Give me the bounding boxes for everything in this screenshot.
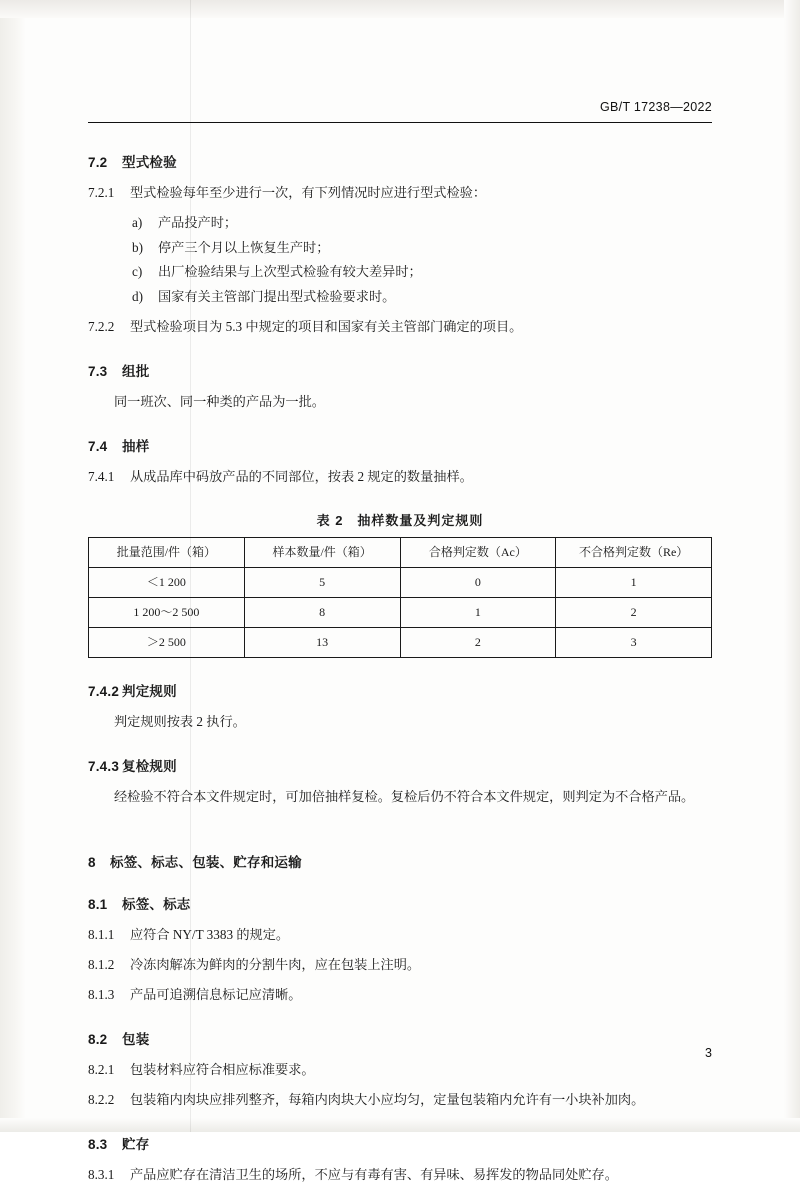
clause-title-7-4: 抽样 (122, 439, 150, 455)
paragraph-number-7-2-2: 7.2.2 (88, 319, 115, 335)
paragraph-text-7-2-1: 型式检验每年至少进行一次，有下列情况时应进行型式检验： (130, 185, 487, 200)
chapter-heading-8 (88, 851, 712, 871)
clause-title-8-2: 包装 (122, 1032, 150, 1048)
clause-heading-7-2 (88, 151, 712, 171)
table-cell: 2 (556, 597, 712, 627)
list-text: 产品投产时； (158, 215, 238, 231)
table-cell: 1 (556, 568, 712, 598)
table-row (89, 597, 712, 627)
paragraph-text-7-2-2: 型式检验项目为 5.3 中规定的项目和国家有关主管部门确定的项目。 (130, 319, 523, 335)
table-cell: ＜1 200 (89, 568, 245, 598)
clause-number-7-4: 7.4 (88, 439, 108, 455)
clause-heading-7-4 (88, 435, 712, 455)
clause-number-7-4-3: 7.4.3 (88, 758, 120, 774)
clause-number-7-2: 7.2 (88, 155, 108, 170)
page-edge-right (784, 0, 800, 1132)
page-edge-top (0, 0, 800, 18)
paragraph-text-8-1-3: 产品可追溯信息标记应清晰。 (130, 986, 302, 1002)
list-marker: b) (132, 239, 143, 255)
paragraph-7-2-2 (88, 315, 712, 338)
list-7-2-1 (88, 211, 712, 308)
clause-title-7-2: 型式检验 (122, 155, 177, 170)
table-cell: 13 (244, 627, 400, 657)
paragraph-number-8-1-3: 8.1.3 (88, 986, 115, 1002)
standard-code-header: GB/T 17238—2022 (600, 100, 712, 114)
clause-heading-7-3 (88, 360, 712, 380)
paragraph-8-2-1 (88, 1058, 712, 1081)
clause-number-8-1: 8.1 (88, 896, 108, 912)
clause-number-7-3: 7.3 (88, 364, 108, 380)
list-text: 国家有关主管部门提出型式检验要求时。 (158, 288, 396, 304)
table-row (89, 568, 712, 598)
sampling-table (88, 537, 712, 657)
paragraph-text-8-2-2: 包装箱内肉块应排列整齐，每箱内肉块大小应均匀，定量包装箱内允许有一小块补加肉。 (130, 1092, 645, 1108)
table-caption: 表 2 抽样数量及判定规则 (316, 513, 484, 529)
table-cell: 1 200～2 500 (89, 597, 245, 627)
chapter-number-8: 8 (88, 854, 96, 870)
list-marker: d) (132, 288, 143, 304)
table-header-cell: 合格判定数（Ac） (400, 538, 556, 568)
table-cell: 0 (400, 568, 556, 598)
page-edge-left (0, 0, 26, 1132)
paragraph-text-8-3-1: 产品应贮存在清洁卫生的场所，不应与有毒有害、有异味、易挥发的物品同处贮存。 (130, 1167, 618, 1183)
paragraph-text-8-2-1: 包装材料应符合相应标准要求。 (130, 1062, 315, 1078)
paragraph-8-3-1 (88, 1163, 712, 1186)
table-cell: 3 (556, 627, 712, 657)
paragraph-text-8-1-1: 应符合 NY/T 3383 的规定。 (130, 926, 290, 942)
page-content (88, 100, 712, 1193)
list-item (132, 236, 712, 260)
table-cell: 1 (400, 597, 556, 627)
clause-heading-7-4-3 (88, 755, 712, 775)
list-text: 出厂检验结果与上次型式检验有较大差异时； (158, 264, 422, 280)
list-item (132, 285, 712, 309)
clause-number-7-4-2: 7.4.2 (88, 683, 120, 699)
clause-heading-8-3 (88, 1133, 712, 1153)
table-header-cell: 样本数量/件（箱） (244, 538, 400, 568)
table-header-cell: 不合格判定数（Re） (556, 538, 712, 568)
clause-title-7-4-3: 复检规则 (122, 758, 177, 774)
list-item (132, 211, 712, 235)
paragraph-8-1-2 (88, 953, 712, 976)
clause-title-7-3: 组批 (122, 364, 150, 380)
paragraph-7-2-1 (88, 181, 712, 204)
header-rule (88, 122, 712, 123)
table-cell: 2 (400, 627, 556, 657)
paragraph-7-3-body: 同一班次、同一种类的产品为一批。 (114, 394, 325, 410)
paragraph-8-1-3 (88, 983, 712, 1006)
paragraph-number-8-1-1: 8.1.1 (88, 926, 115, 942)
paragraph-number-8-3-1: 8.3.1 (88, 1167, 115, 1183)
paragraph-number-8-2-2: 8.2.2 (88, 1092, 115, 1108)
paragraph-number-8-2-1: 8.2.1 (88, 1062, 115, 1078)
clause-heading-7-4-2 (88, 680, 712, 700)
paragraph-7-4-1 (88, 465, 712, 488)
list-text: 停产三个月以上恢复生产时； (158, 239, 330, 255)
table-header-cell: 批量范围/件（箱） (89, 538, 245, 568)
clause-title-7-4-2: 判定规则 (122, 683, 177, 699)
paragraph-number-8-1-2: 8.1.2 (88, 956, 115, 972)
table-row (89, 627, 712, 657)
paragraph-number-7-4-1: 7.4.1 (88, 469, 115, 485)
clause-title-8-1: 标签、标志 (122, 896, 191, 912)
paragraph-7-4-2-body: 判定规则按表 2 执行。 (114, 713, 246, 729)
table-cell: ＞2 500 (89, 627, 245, 657)
list-item (132, 260, 712, 284)
paragraph-7-4-3-body: 经检验不符合本文件规定时，可加倍抽样复检。复检后仍不符合本文件规定，则判定为不合格产品。 (114, 788, 695, 804)
list-marker: c) (132, 264, 143, 280)
paragraph-text-8-1-2: 冷冻肉解冻为鲜肉的分割牛肉，应在包装上注明。 (130, 956, 421, 972)
paragraph-number-7-2-1: 7.2.1 (88, 185, 115, 200)
clause-number-8-3: 8.3 (88, 1137, 108, 1153)
chapter-title-8: 标签、标志、包装、贮存和运输 (110, 854, 302, 870)
table-header-row (89, 538, 712, 568)
paragraph-8-1-1 (88, 923, 712, 946)
paragraph-text-7-4-1: 从成品库中码放产品的不同部位，按表 2 规定的数量抽样。 (130, 469, 473, 485)
clause-heading-8-2 (88, 1028, 712, 1048)
table-cell: 8 (244, 597, 400, 627)
page-number: 3 (705, 1046, 712, 1060)
clause-heading-8-1 (88, 893, 712, 913)
clause-number-8-2: 8.2 (88, 1032, 108, 1048)
table-cell: 5 (244, 568, 400, 598)
clause-title-8-3: 贮存 (122, 1137, 150, 1153)
list-marker: a) (132, 215, 143, 231)
paragraph-8-2-2 (88, 1088, 712, 1111)
